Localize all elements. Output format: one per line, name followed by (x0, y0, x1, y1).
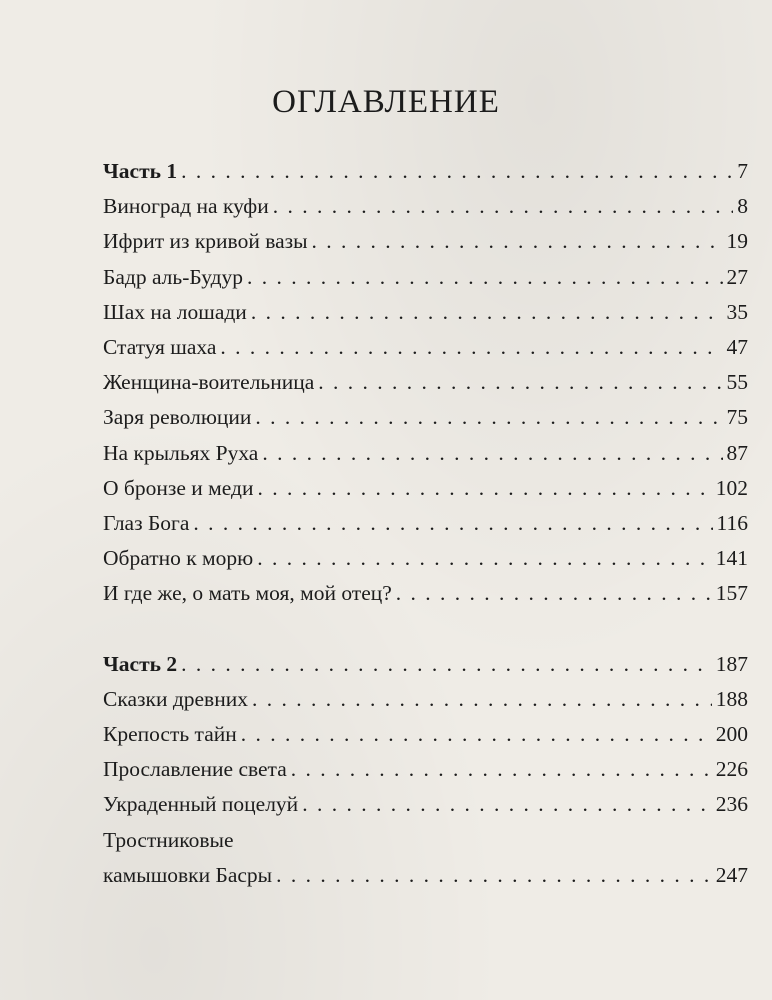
toc-entry[interactable] (103, 506, 748, 541)
chapter-label: Прославление света (103, 757, 287, 782)
chapter-label: Сказки древних (103, 686, 248, 711)
toc-entry[interactable] (103, 752, 748, 787)
chapter-label: Ифрит из кривой вазы (103, 229, 308, 254)
dot-leader (255, 400, 722, 435)
dot-leader (247, 260, 722, 295)
page-number: 7 (737, 159, 748, 183)
dot-leader (220, 330, 722, 365)
table-of-contents (103, 154, 748, 893)
dot-leader (276, 858, 712, 893)
dot-leader (181, 154, 733, 189)
page-number: 200 (715, 722, 748, 746)
chapter-label: Женщина-воительница (103, 370, 315, 395)
dot-leader (318, 365, 722, 400)
dot-leader (251, 295, 723, 330)
chapter-label: Обратно к морю (103, 546, 254, 571)
page-number: 157 (715, 581, 748, 606)
page-number: 187 (715, 651, 748, 676)
toc-part-1[interactable] (103, 154, 748, 189)
chapter-label: Глаз Бога (103, 510, 190, 535)
dot-leader (302, 787, 712, 822)
toc-title: ОГЛАВЛЕНИЕ (272, 84, 500, 120)
chapter-label: О бронзе и меди (103, 475, 254, 500)
page-number: 75 (726, 405, 748, 430)
page-number: 188 (715, 686, 748, 711)
part-label: Часть 1 (103, 159, 178, 183)
page-number: 8 (737, 194, 748, 219)
chapter-label: На крыльях Руха (103, 440, 259, 465)
chapter-label: Украденный поцелуй (103, 792, 299, 817)
page-number: 19 (726, 229, 748, 254)
toc-entry[interactable] (103, 295, 748, 330)
dot-leader (252, 682, 712, 717)
part-1-chapters (103, 189, 748, 611)
dot-leader (396, 576, 712, 611)
part-2-chapters (103, 682, 748, 823)
page-number: 247 (715, 862, 748, 887)
chapter-label: камышовки Басры (103, 862, 273, 887)
toc-entry-line1[interactable] (103, 823, 748, 858)
chapter-label: Заря революции (103, 405, 252, 430)
page-number: 141 (715, 546, 748, 571)
page-number: 87 (726, 440, 748, 465)
chapter-label: Шах на лошади (103, 299, 247, 324)
page-number: 27 (726, 264, 748, 289)
toc-entry[interactable] (103, 365, 748, 400)
toc-entry[interactable] (103, 717, 748, 752)
toc-entry[interactable] (103, 330, 748, 365)
chapter-label: И где же, о мать моя, мой отец? (103, 581, 392, 606)
page-number: 47 (726, 334, 748, 359)
page-number: 102 (715, 475, 748, 500)
chapter-label: Тростниковые (103, 827, 234, 852)
chapter-label: Виноград на куфи (103, 194, 269, 219)
toc-entry[interactable] (103, 436, 748, 471)
dot-leader (257, 541, 712, 576)
page-number: 226 (715, 757, 748, 782)
toc-entry[interactable] (103, 224, 748, 259)
toc-part-2[interactable] (103, 647, 748, 682)
page-number: 35 (726, 299, 748, 324)
toc-entry[interactable] (103, 787, 748, 822)
part-label: Часть 2 (103, 651, 178, 676)
page-number: 116 (716, 510, 748, 535)
section-gap (103, 611, 748, 646)
page-number: 55 (726, 370, 748, 395)
chapter-label: Крепость тайн (103, 722, 237, 746)
dot-leader (291, 752, 712, 787)
dot-leader (241, 717, 712, 752)
toc-entry[interactable] (103, 400, 748, 435)
toc-entry[interactable] (103, 682, 748, 717)
toc-entry[interactable] (103, 858, 748, 893)
toc-entry[interactable] (103, 189, 748, 224)
chapter-label: Бадр аль-Будур (103, 264, 244, 289)
toc-entry[interactable] (103, 471, 748, 506)
dot-leader (181, 647, 712, 682)
toc-entry[interactable] (103, 576, 748, 611)
dot-leader (312, 224, 723, 259)
dot-leader (262, 436, 722, 471)
dot-leader (273, 189, 734, 224)
dot-leader (193, 506, 712, 541)
toc-entry[interactable] (103, 541, 748, 576)
chapter-label: Статуя шаха (103, 334, 217, 359)
page-number: 236 (715, 792, 748, 817)
dot-leader (257, 471, 711, 506)
toc-entry[interactable] (103, 260, 748, 295)
